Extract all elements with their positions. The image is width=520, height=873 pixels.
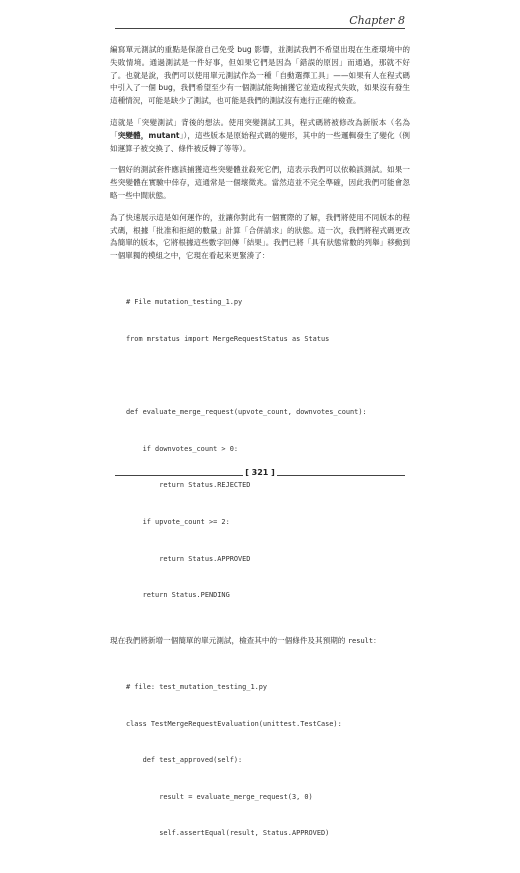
paragraph-mutation-idea-part-2: 」），這些版本是原始程式碼的變形，其中的一些邏輯發生了變化（例如運算子被交換了、條件被反轉了等等）。 [110,130,411,153]
paragraph-mutation-idea-part-1: 這就是「突變測試」背後的想法。使用突變測試工具，程式碼將被修改為新版本（名為「 [110,117,410,140]
code-line: if downvotes_count > 0: [126,444,239,453]
paragraph-test-suite: 一個好的測試套件應該捕獲這些突變體並殺死它們，這表示我們可以依賴該測試。如果一些突變體在實驗中倖存，這通常是一個壞徵兆。當然這並不完全準確，因此我們可能會忽略一些中間狀態。 [110,165,410,200]
code-block-mutation-testing [110,272,410,626]
code-block-unit-test [110,657,410,864]
footer-rule-right [277,475,405,476]
header-rule [115,28,405,29]
code-line: from mrstatus import MergeRequestStatus as Status [126,334,330,343]
paragraph-mutation-idea [110,117,410,155]
code-line: class TestMergeRequestEvaluation(unittest.TestCase): [126,719,342,728]
paragraph-demo-intro: 為了快速展示這是如何運作的，並讓你對此有一個實際的了解，我們將使用不同版本的程式碼，根據「批准和拒絕的數量」計算「合併請求」的狀態。這一次，我們將程式碼更改為簡單的版本，它將根據這些數字回傳「結果」。我們已將「具有狀態常數的列舉」移動到一個單獨的模組之中，它現在看起來更緊湊了： [110,212,410,261]
term-mutant: 突變體，mutant [117,130,180,140]
footer-rule-left [115,475,243,476]
code-line: return Status.REJECTED [126,481,251,490]
code-line: # file: test_mutation_testing_1.py [126,682,268,691]
paragraph-test-intro-part-1: 現在我們將新增一個簡單的單元測試，檢查其中的一個條件及其預期的 [110,635,348,645]
page-footer [115,468,405,482]
page-body [110,44,410,873]
code-line: return Status.PENDING [126,591,230,600]
code-line: if upvote_count >= 2: [126,517,230,526]
paragraph-test-intro [110,635,410,648]
code-line: # File mutation_testing_1.py [126,298,243,307]
page-header [115,14,405,38]
code-line: def evaluate_merge_request(upvote_count, downvotes_count): [126,408,367,417]
inline-code-result: result [347,636,374,645]
paragraph-unit-test-intro: 編寫單元測試的重點是保證自己免受 bug 影響，並測試我們不希望出現在生產環境中的失敗情境。通過測試是一件好事，但如果它們是因為「錯誤的原因」而通過，那就不好了。也就是說，我們可以使用單元測試作為一種「自動選擇工具」——如果有人在程式碼中引入了一個 bug，我們希望至少有一個測試能夠捕獲它並造成程式失敗，如果沒有發生這種情況，可能是缺少了測試，也可能是我們的測試沒有進行正確的檢查。 [110,45,410,106]
chapter-label: Chapter 8 [349,14,405,27]
code-line: return Status.APPROVED [126,554,251,563]
page-number: [ 321 ] [245,468,275,477]
code-line: self.assertEqual(result, Status.APPROVED) [126,829,330,838]
code-line [126,370,410,382]
paragraph-test-intro-part-2: ： [373,635,381,645]
code-line: def test_approved(self): [126,756,243,765]
code-line: result = evaluate_merge_request(3, 0) [126,792,313,801]
